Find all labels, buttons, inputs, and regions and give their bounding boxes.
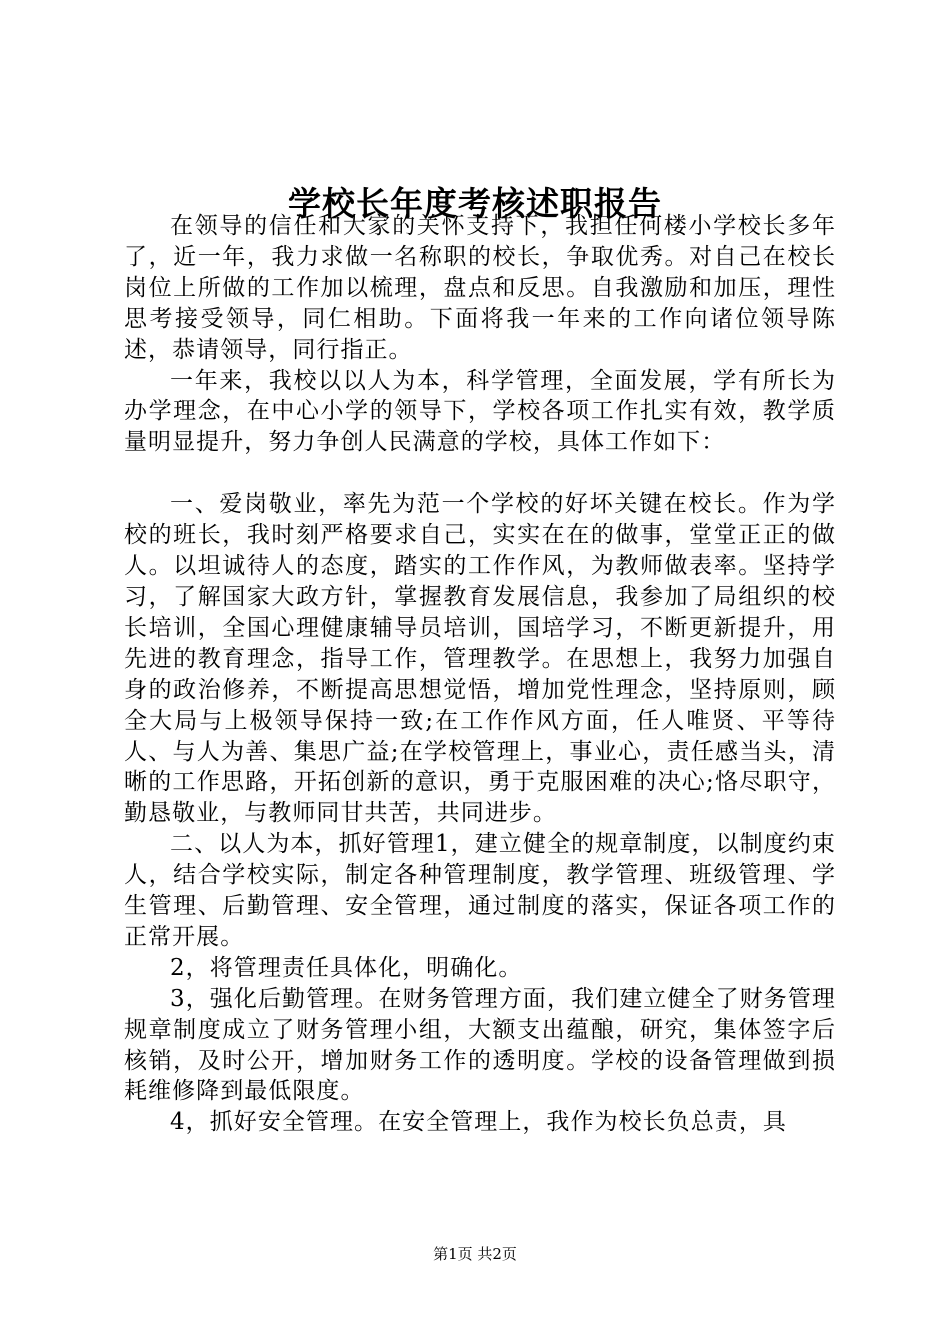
- paragraph-item-3: 3，强化后勤管理。在财务管理方面，我们建立健全了财务管理规章制度成立了财务管理小组，大额支出蕴酿，研究，集体签字后核销，及时公开，增加财务工作的透明度。学校的设备管理做到损耗维修降到最低限度。: [124, 985, 836, 1105]
- paragraph-intro: 在领导的信任和大家的关怀支持下，我担任何楼小学校长多年了，近一年，我力求做一名称职的校长，争取优秀。对自己在校长岗位上所做的工作加以梳理，盘点和反思。自我激励和加压，理性思考接受领导，同仁相助。下面将我一年来的工作向诸位领导陈述，恭请领导，同行指正。: [124, 213, 836, 363]
- page-number-footer: 第1页 共2页: [433, 1245, 517, 1263]
- paragraph-item-4: 4，抓好安全管理。在安全管理上，我作为校长负总责，具: [170, 1109, 787, 1136]
- paragraph-overview: 一年来，我校以以人为本，科学管理，全面发展，学有所长为办学理念，在中心小学的领导下，学校各项工作扎实有效，教学质量明显提升，努力争创人民满意的学校，具体工作如下：: [124, 367, 836, 456]
- document-body: [124, 211, 836, 1138]
- paragraph-section-two: 二、以人为本，抓好管理1，建立健全的规章制度，以制度约束人，结合学校实际，制定各种管理制度，教学管理、班级管理、学生管理、后勤管理、安全管理，通过制度的落实，保证各项工作的正常开展。: [124, 831, 836, 950]
- document-title: 学校长年度考核述职报告: [288, 184, 662, 223]
- paragraph-section-one: 一、爱岗敬业，率先为范一个学校的好坏关键在校长。作为学校的班长，我时刻严格要求自己，实实在在的做事，堂堂正正的做人。以坦诚待人的态度，踏实的工作作风，为教师做表率。坚持学习，了解国家大政方针，掌握教育发展信息，我参加了局组织的校长培训，全国心理健康辅导员培训，国培学习，不断更新提升，用先进的教育理念，指导工作，管理教学。在思想上，我努力加强自身的政治修养，不断提高思想觉悟，增加党性理念，坚持原则，顾全大局与上极领导保持一致;在工作作风方面，任人唯贤、平等待人、与人为善、集思广益;在学校管理上，事业心，责任感当头，清晰的工作思路，开拓创新的意识，勇于克服困难的决心;恪尽职守，勤恳敬业，与教师同甘共苦，共同进步。: [124, 491, 836, 827]
- paragraph-item-2: 2，将管理责任具体化，明确化。: [170, 954, 523, 981]
